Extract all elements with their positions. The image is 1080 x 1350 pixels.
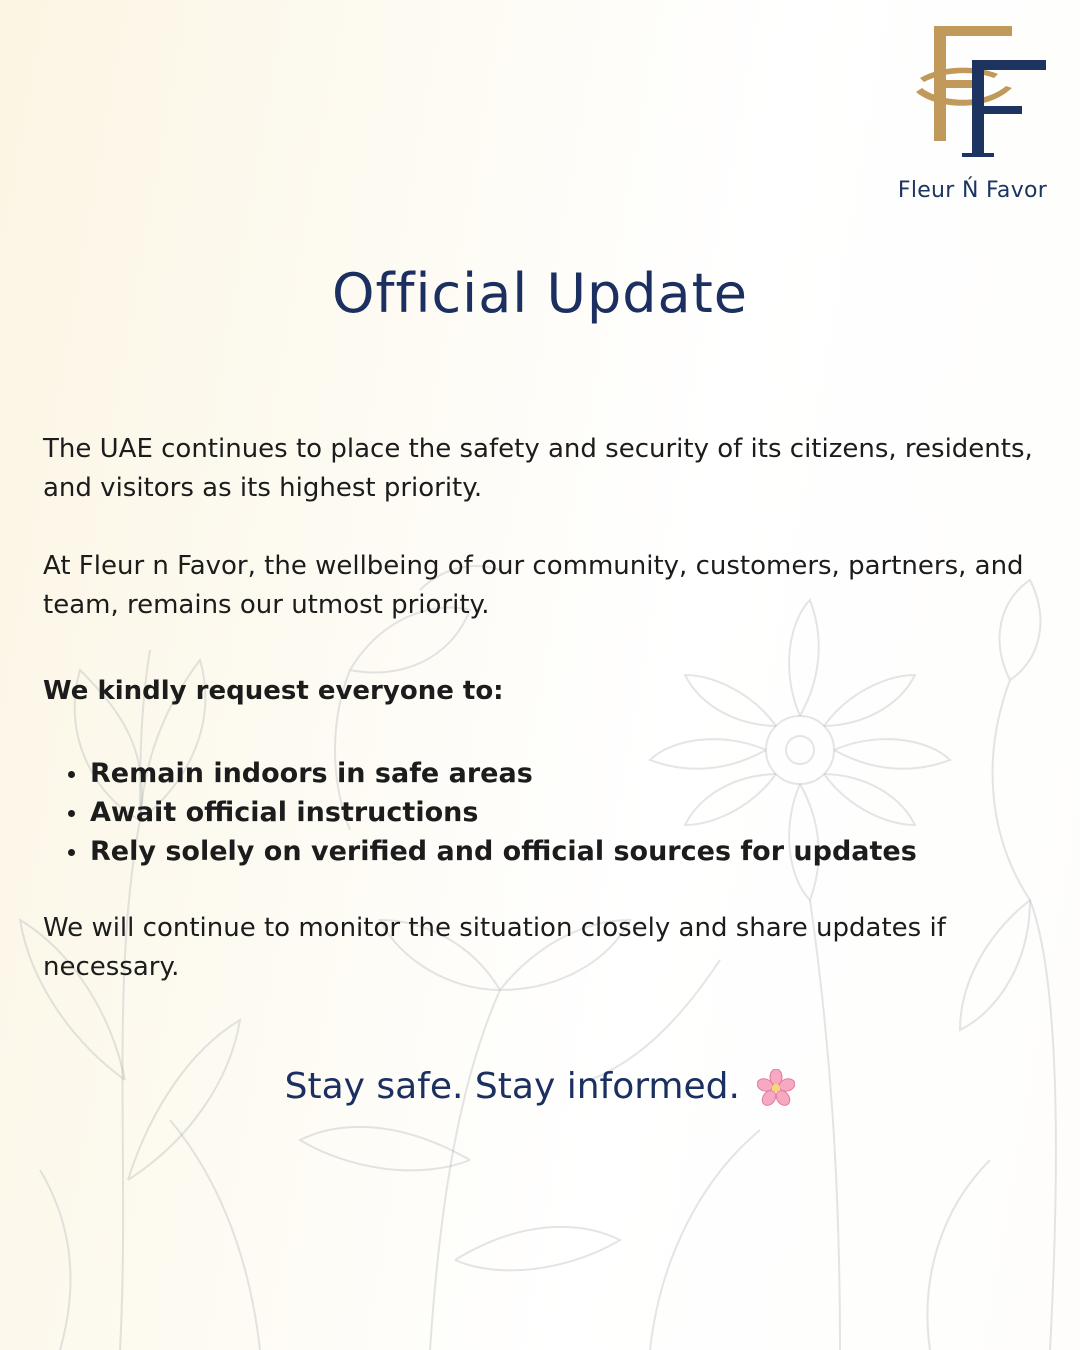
wellbeing-paragraph: At Fleur n Favor, the wellbeing of our community, customers, partners, and team, remains our utmost priority.	[43, 551, 1024, 620]
signoff-text: Stay safe. Stay informed.	[284, 1066, 740, 1107]
page-title: Official Update	[331, 262, 749, 325]
intro-paragraph: The UAE continues to place the safety and security of its citizens, residents, and visitors as its highest priority.	[43, 434, 1033, 503]
request-list	[66, 754, 917, 871]
signoff-line	[0, 1066, 1080, 1107]
list-item: Rely solely on verified and official sources for updates	[66, 832, 917, 871]
request-heading: We kindly request everyone to:	[43, 676, 504, 706]
ff-monogram-icon	[894, 18, 1054, 168]
closing-paragraph: We will continue to monitor the situation closely and share updates if necessary.	[43, 913, 946, 982]
brand-name: Fleur Ń Favor	[897, 178, 1048, 203]
cherry-blossom-icon	[757, 1069, 795, 1107]
list-item: Await official instructions	[66, 793, 917, 832]
brand-logo	[880, 18, 1065, 203]
list-item: Remain indoors in safe areas	[66, 754, 917, 793]
